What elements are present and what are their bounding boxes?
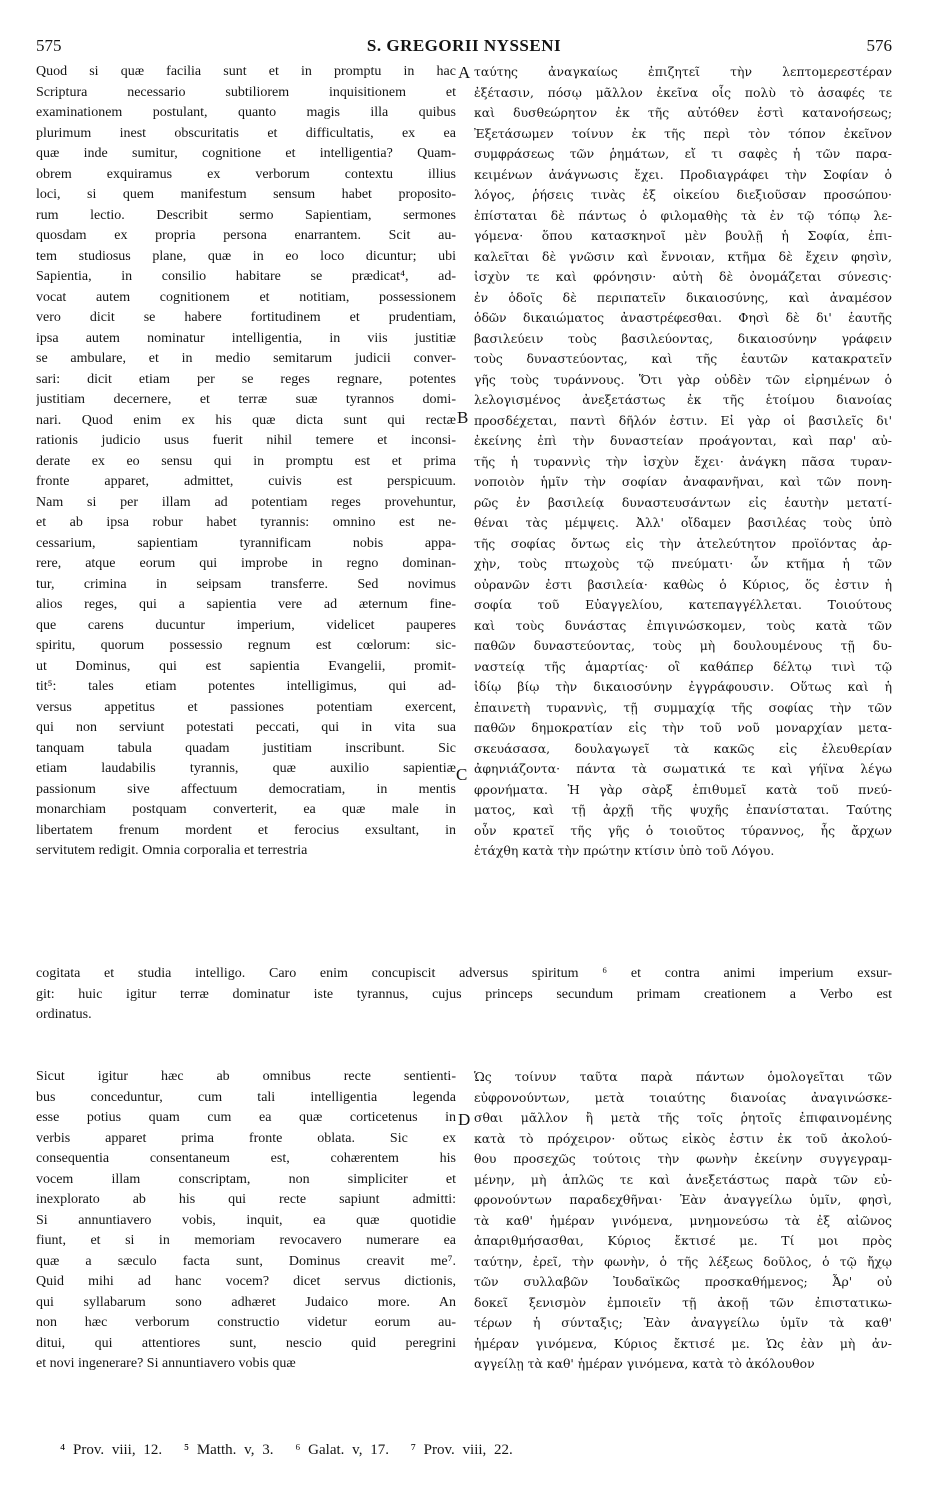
text-line: ἐξέτασιν, πόσῳ μᾶλλον ἐκεῖνα οἷς πολὺ τὸ ἀσαφές τε [474,84,892,100]
text-line: ἐκείνης ἐπὶ τὴν δυναστείαν προάγονται, καὶ παρ' αὐ- [474,433,892,448]
text-line: ἀφηνιάζοντα· πάντα τὰ σωματικά τε καὶ γήϊνα λέγω [474,761,892,776]
text-line: τῆς ἡ τυραννὶς τὴν ἰσχὺν ἔχει· ἀνάγκη πᾶσα τυραν- [474,453,892,469]
text-line: Ὡς τοίνυν ταῦτα παρὰ πάντων ὁμολογεῖται τῶν [474,1069,892,1084]
text-line: Quod si quæ facilia sunt et in promptu in hac [36,64,456,79]
text-line: tanquam tabula quadam justitiam inscribunt. Sic [36,740,456,756]
text-line: προσδέχεται, παντὶ δῆλόν ἐστιν. Εἰ γὰρ οἱ βασιλεῖς δι' [474,412,892,428]
footnote: ⁷ Prov. viii, 22. [410,1442,513,1458]
text-line: passionum sive affectuum democratiam, in mentis [36,781,456,797]
text-line: esse potius quam cum ea quæ corticetenus in [36,1110,456,1125]
text-line: ταύτης ἀναγκαίως ἐπιζητεῖ τὴν λεπτομερεστέραν [474,64,892,79]
text-line: justitiam decernere, et terræ suæ tyrannos domi- [36,392,456,407]
text-line: κειμένων ἀνάγνωσις ἔχει. Προδιαγράφει τὴν Σοφίαν ὁ [474,166,892,182]
text-line: ἐπίσταται δὲ πάντως ὁ φιλομαθὴς τὰ ἐν τῷ τόπῳ λε- [474,207,892,223]
text-line: tem studiosus plane, quæ in eo loco dicuntur; ubi [36,248,456,264]
text-line: παθῶν δημοκρατίαν εἰς τὴν τοῦ νοῦ μοναρχίαν μετα- [474,720,892,735]
text-line: ἀπαριθμήσασθαι, Κύριος ἔκτισέ με. Τί μοι πρὸς [474,1233,892,1248]
text-line: γόμενα· ὅπου κατασκηνοῖ μὲν βουλῇ ἡ Σοφία, ἐπι- [474,228,892,243]
text-line: cessarium, sapientiam tyrannificam nobis appa- [36,535,456,551]
text-line: se ambulare, et in medio semitarum judicii conver- [36,351,456,366]
text-line: Ἐξετάσωμεν τοίνυν ἐκ τῆς περὶ τὸν τόπον ἐκεῖνον [474,125,892,141]
footnote: ⁵ Matth. v, 3. [183,1442,274,1458]
text-line: εὐφρονούντων, μετὰ τοιαύτης διανοίας ἀναγινώσκε- [474,1089,892,1105]
text-line: Quid mihi ad hanc vocem? dicet servus dictionis, [36,1274,456,1289]
text-line: inexplorato ab his qui recte sapiunt admitti: [36,1192,456,1207]
text-line: obrem exquiramus ex verborum contextu illius [36,166,456,182]
text-line: tit⁵: tales etiam potentes intelligimus, qui ad- [36,679,456,694]
text-line: Nam si per illam ad potentiam reges provehuntur, [36,494,456,510]
text-line: ταύτην, ἐρεῖ, τὴν φωνὴν, ὁ τῆς λέξεως δοῦλος, ὁ τῷ ἤχῳ [474,1253,892,1269]
text-line: fronte apparet, admittet, cuivis est perspicuum. [36,474,456,489]
text-line: σθαι μᾶλλον ἢ μετὰ τῆς τοῖς ῥητοῖς ἐπιφαινομένης [474,1110,892,1125]
text-line: παθῶν δυναστεύοντας, τοὺς μὴ δουλουμένους τῇ δυ- [474,638,892,653]
text-line: vocem illam conscriptam, non simpliciter et [36,1171,456,1187]
footnote: ⁶ Galat. v, 17. [295,1442,389,1458]
text-line: spiritu, quorum possessio regnum est cœlorum: sic- [36,638,456,653]
text-line: servitutem redigit. Omnia corporalia et terrestria [36,843,308,858]
text-line: Sicut igitur hæc ab omnibus recte sentienti- [36,1069,456,1084]
text-line: τοὺς δυναστεύοντας, καὶ τῆς ἑαυτῶν κατακρατεῖν [474,351,892,366]
text-line: qui non serviunt potestati peccati, qui in vita sua [36,720,456,735]
text-line: δοκεῖ ξενισμὸν ἐμποιεῖν τῇ ἀκοῇ τῶν ἐπιστατικω- [474,1294,892,1310]
text-line: Scriptura necessario subtiliorem inquisitionem et [36,84,456,100]
text-line: versus appetitus et passiones potentiam exercent, [36,699,456,715]
text-line: libertatem frenum mordent et ferocius exsultant, in [36,822,456,838]
text-line: νοποιὸν ἡμῖν τὴν σοφίαν ἀναφανῆναι, καὶ τῶν πονη- [474,474,892,489]
text-line: alios reges, qui a sapientia vere ad æternum fine- [36,597,456,612]
text-line: ut Dominus, qui est sapientia Evangelii, promit- [36,658,456,674]
text-line: vocat autem cognitionem et notitiam, possessionem [36,289,456,305]
section-marker-c: C [456,765,468,784]
text-line: consequentia consentaneum est, cohærentem his [36,1151,456,1166]
full-width-paragraph [36,964,892,1026]
text-line: ἐπαινετὴ τυραννὶς, τῇ συμμαχίᾳ τῆς σοφίας τὴν τῶν [474,699,892,715]
text-line: συμφράσεως τῶν ῥημάτων, εἴ τι σαφὲς ἡ τῶν παρα- [474,146,892,161]
text-line: μένην, μὴ ἁπλῶς τε καὶ ἀνεξετάστως παρὰ τῶν εὐ- [474,1171,892,1187]
text-line: ρῶς ἐν βασιλείᾳ δυναστευσάντων εἰς ἑαυτὴν μετατί- [474,494,892,510]
text-line: Sapientia, in consilio habitare se prædicat⁴, ad- [36,269,456,284]
latin-column-bottom [36,1067,456,1375]
text-line: τῶν συλλαβῶν Ἰουδαϊκῶς προσκαθήμενος; Ἆρ' οὐ [474,1274,892,1289]
text-line: ὁδῶν δικαιώματος ἀναστρέφεσθαι. Φησὶ δὲ δι' ἑαυτῆς [474,310,892,325]
footnotes [60,1442,860,1459]
text-line: tur, crimina in seipsam transferre. Sed novimus [36,576,456,592]
text-line: χὴν, τοὺς πτωχοὺς τῷ πνεύματι· ὧν κτῆμα ἡ τῶν [474,556,892,571]
text-line: monarchiam postquam converterit, ea quæ male in [36,802,456,817]
text-line: cogitata et studia intelligo. Caro enim concupiscit adversus spiritum ⁶ et contra animi imperium exsur- [36,966,892,981]
text-line: γῆς τοὺς τυράννους. Ὅτι γὰρ οὐδὲν τῶν εἰρημένων ὁ [474,371,892,387]
text-line: ναστείᾳ τῆς ἁμαρτίας· οἳ καθάπερ δέλτῳ τινὶ τῷ [474,658,892,674]
text-line: rere, atque eorum qui improbe in regno dominan- [36,556,456,571]
text-line: derate ex eo sensu qui in promptu est et prima [36,453,456,469]
text-line: plurimum inest obscuritatis et difficultatis, ex ea [36,125,456,141]
text-line: λελογισμένος ἀνεξετάστως ἐκ τῆς ἑτοίμου διανοίας [474,392,892,407]
text-line: φρονήματα. Ἡ γὰρ σὰρξ ἐπιθυμεῖ κατὰ τοῦ πνεύ- [474,781,892,797]
text-line: rum lectio. Describit sermo Sapientiam, sermones [36,207,456,223]
text-line: etiam laudabilis tyrannis, quæ auxilio sapientiæ [36,761,456,776]
text-line: ditui, qui attentiores sunt, nescio quid peregrini [36,1335,456,1351]
text-line: bus conceduntur, cum tali intelligentia legenda [36,1089,456,1105]
text-line: git: huic igitur terræ dominatur iste tyrannus, cujus princeps secundum primam creationem a Verbo est [36,986,892,1002]
text-line: οὐρανῶν ἐστι βασιλεία· καθὼς ὁ Κύριος, ὅς ἐστιν ἡ [474,576,892,592]
latin-column-top [36,62,456,862]
text-line: quæ inde sumitur, cognitione et intelligentia? Quam- [36,146,456,161]
text-line: non hæc verborum constructio videtur eorum au- [36,1315,456,1330]
text-line: ἐτάχθη κατὰ τὴν πρώτην κτίσιν ὑπὸ τοῦ Λόγου. [474,843,775,858]
page-number-left: 575 [36,36,62,55]
section-marker-b: B [457,408,469,427]
page-number-right: 576 [866,36,892,55]
text-line: βασιλεύειν τοὺς βασιλεύοντας, δικαιοσύνην γράφειν [474,330,892,346]
text-line: τὰ καθ' ἡμέραν γινόμενα, μνημονεύσω τὰ ἐξ αἰῶνος [474,1212,892,1228]
text-line: verbis apparet prima fronte oblata. Sic ex [36,1130,456,1146]
text-line: σκευάσασα, δουλαγωγεῖ τὰ κακῶς εἰς ἐλευθερίαν [474,740,892,756]
text-line: examinationem postulant, quanto magis illa quibus [36,105,456,120]
text-line: ordinatus. [36,1007,92,1022]
text-line: que carens ducuntur imperium, videlicet pauperes [36,617,456,633]
text-line: καὶ τοὺς δυνάστας ἐπιγινώσκομεν, τοὺς κατὰ τῶν [474,617,892,633]
text-line: et novi ingenerare? Si annuntiavero vobis quæ [36,1356,296,1371]
text-line: ἰδίῳ βίῳ τὴν δικαιοσύνην ἐγγράφουσιν. Οὕτως καὶ ἡ [474,679,892,694]
text-line: λόγος, ῥήσεις τινὰς ἐξ οἰκείου διεξιοῦσαν προσώπου· [474,187,892,202]
text-line: καὶ δυσθεώρητον ἐκ τῆς αὐτόθεν ἐστὶ κατανοήσεως; [474,105,892,120]
text-line: vero dicit se habere fortitudinem et prudentiam, [36,310,456,325]
text-line: οὖν κρατεῖ τῆς γῆς ὁ τοιοῦτος τύραννος, ἧς ἄρχων [474,822,892,838]
text-line: fiunt, et si in memoriam revocavero numerare ea [36,1233,456,1248]
text-line: loci, si quem manifestum sensum habet proposito- [36,187,456,202]
text-line: ματος, καὶ τῇ ἀρχῇ τῆς ψυχῆς ἐπανίσταται. Ταύτης [474,802,892,817]
text-line: qui syllabarum sono adhæret Judaico more. An [36,1294,456,1310]
page-header [36,36,892,60]
text-line: αγγείλῃ τὰ καθ' ἡμέραν γινόμενα, κατὰ τὸ ἀκόλουθον [474,1356,815,1371]
text-line: et ab ipsa robur habet tyrannis: omnino est ne- [36,515,456,530]
text-line: κατὰ τὸ πρόχειρον· οὕτως εἰκὸς ἐστιν ἐκ τοῦ ἀκολού- [474,1130,892,1146]
text-line: ἡμέραν γινόμενα, Κύριος ἔκτισέ με. Ὡς ἐὰν μὴ ἀν- [474,1335,892,1351]
text-line: τῆς σοφίας ὄντως εἰς τὴν ἀτελεύτητον προϊόντας ἀρ- [474,535,892,551]
text-line: ipsa autem nominatur intelligentia, in viis justitiæ [36,330,456,346]
text-line: ἰσχὺν τε καὶ φρόνησιν· αὐτὴ δὲ ὀνομάζεται σύνεσις· [474,269,892,284]
text-line: σοφία τοῦ Εὐαγγελίου, κατεπαγγέλλεται. Τοιούτους [474,597,892,612]
text-line: ἐν ὁδοῖς δὲ περιπατεῖν δικαιοσύνης, καὶ ἀναμέσον [474,289,892,305]
text-line: Si annuntiavero vobis, inquit, ea quæ quotidie [36,1212,456,1228]
running-title: S. GREGORII NYSSENI [366,36,562,55]
text-line: quæ a sæculo facta sunt, Dominus creavit me⁷. [36,1253,456,1269]
text-line: rationis judicio usus fuerit nihil temere et inconsi- [36,433,456,448]
text-line: θου προσεχῶς τούτοις τὴν φωνὴν ἐκείνην συγγεγραμ- [474,1151,892,1166]
text-line: θέναι τὰς μέμψεις. Ἀλλ' οἴδαμεν βασιλέας τοὺς ὑπὸ [474,515,892,530]
text-line: καλεῖται δὲ γνῶσιν καὶ ἔννοιαν, κτῆμα δὲ ἔχειν φησὶν, [474,248,892,264]
text-line: quosdam ex propria persona enarrantem. Scit au- [36,228,456,243]
text-line: τέρων ἡ σύνταξις; Ἐὰν ἀναγγείλω ὑμῖν τὰ καθ' [474,1315,892,1330]
text-line: nari. Quod enim ex his quæ dicta sunt qui rectæ [36,412,456,428]
text-line: sari: dicit etiam per se reges regnare, potentes [36,371,456,387]
footnote: ⁴ Prov. viii, 12. [60,1442,163,1458]
section-marker-d: D [458,1110,471,1129]
text-line: φρονούντων παραδεχθῆναι· Ἐὰν ἀναγγείλω ὑμῖν, φησὶ, [474,1192,892,1207]
section-marker-a: A [458,63,471,82]
greek-column-top [474,62,892,862]
greek-column-bottom [474,1067,892,1375]
